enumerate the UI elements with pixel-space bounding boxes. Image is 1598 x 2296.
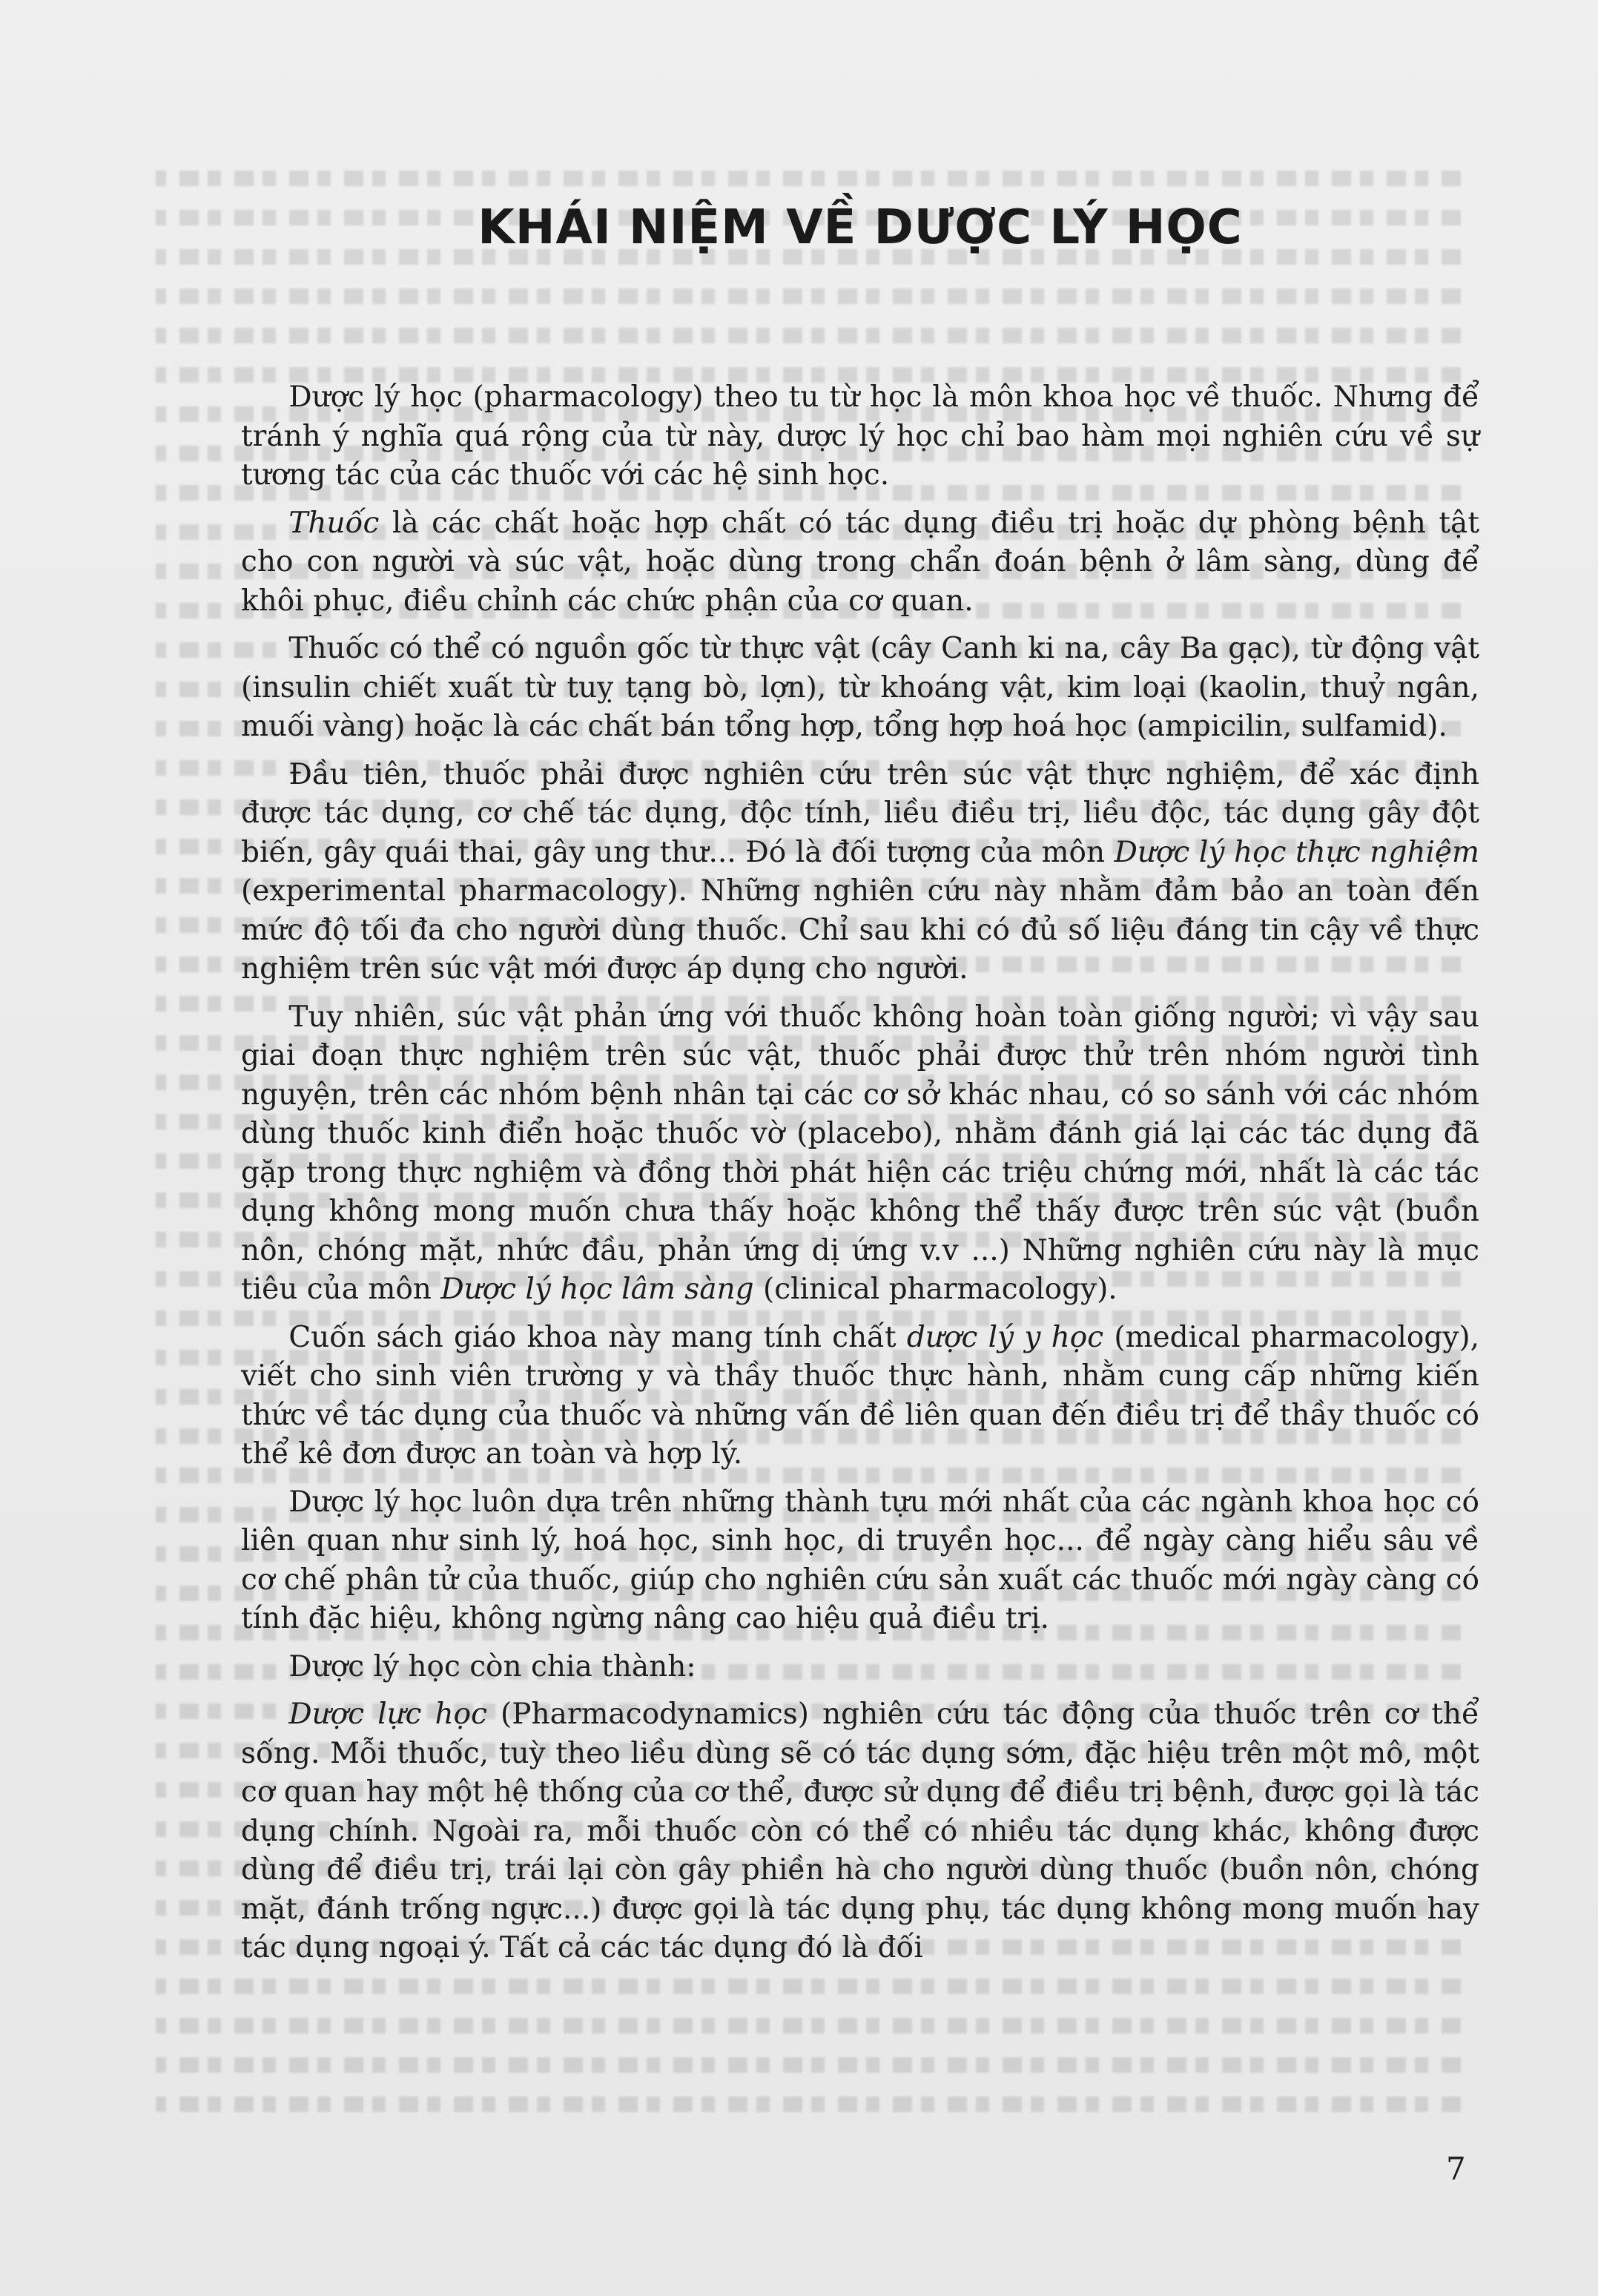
paragraph-4	[241, 756, 1479, 989]
paragraph-8	[241, 1648, 1479, 1687]
paragraph-5-text-b: (clinical pharmacology).	[753, 1273, 1117, 1306]
paragraph-2	[241, 504, 1479, 621]
paragraph-6-text-b: (medical pharmacology), viết cho sinh viên trường y và thầy thuốc thực hành, nhằm cung cấp những kiến thức về tác dụng của thuốc và những vấn đề liên quan đến điều trị để thầy thuốc có thể kê đơn được an toàn và hợp lý.	[241, 1320, 1479, 1471]
paragraph-1-text: Dược lý học (pharmacology) theo tu từ học là môn khoa học về thuốc. Nhưng để tránh ý nghĩa quá rộng của từ này, dược lý học chỉ bao hàm mọi nghiên cứu về sự tương tác của các thuốc với các hệ sinh học.	[241, 380, 1479, 492]
paragraph-8-text: Dược lý học còn chia thành:	[288, 1649, 696, 1683]
term-thuoc: Thuốc	[288, 506, 380, 540]
paragraph-3-text: Thuốc có thể có nguồn gốc từ thực vật (cây Canh ki na, cây Ba gạc), từ động vật (insulin chiết xuất từ tuỵ tạng bò, lợn), từ khoáng vật, kim loại (kaolin, thuỷ ngân, muối vàng) hoặc là các chất bán tổng hợp, tổng hợp hoá học (ampicilin, sulfamid).	[241, 632, 1479, 743]
paragraph-7-text: Dược lý học luôn dựa trên những thành tựu mới nhất của các ngành khoa học có liên quan như sinh lý, hoá học, sinh học, di truyền học... để ngày càng hiểu sâu về cơ chế phân tử của thuốc, giúp cho nghiên cứu sản xuất các thuốc mới ngày càng có tính đặc hiệu, không ngừng nâng cao hiệu quả điều trị.	[241, 1485, 1479, 1635]
paragraph-4-text-a: Đầu tiên, thuốc phải được nghiên cứu trên súc vật thực nghiệm, để xác định được tác dụng, cơ chế tác dụng, độc tính, liều điều trị, liều độc, tác dụng gây đột biến, gây quái thai, gây ung thư... Đó là đối tượng của môn	[241, 757, 1479, 869]
term-duoc-luc-hoc: Dược lực học	[288, 1698, 488, 1731]
page-title: KHÁI NIỆM VỀ DƯỢC LÝ HỌC	[478, 200, 1243, 255]
paragraph-3	[241, 630, 1479, 747]
paragraph-9	[241, 1695, 1479, 1968]
paragraph-7	[241, 1483, 1479, 1639]
paragraph-1	[241, 378, 1479, 495]
term-duoc-ly-y-hoc: dược lý y học	[906, 1320, 1104, 1354]
paragraph-2-text: là các chất hoặc hợp chất có tác dụng điều trị hoặc dự phòng bệnh tật cho con người và súc vật, hoặc dùng trong chẩn đoán bệnh ở lâm sàng, dùng để khôi phục, điều chỉnh các chức phận của cơ quan.	[241, 506, 1479, 618]
term-duoc-ly-hoc-lam-sang: Dược lý học lâm sàng	[440, 1273, 754, 1306]
paragraph-5	[241, 998, 1479, 1310]
paragraph-4-text-b: (experimental pharmacology). Những nghiên cứu này nhằm đảm bảo an toàn đến mức độ tối đa cho người dùng thuốc. Chỉ sau khi có đủ số liệu đáng tin cậy về thực nghiệm trên súc vật mới được áp dụng cho người.	[241, 874, 1479, 986]
body-text	[241, 378, 1479, 1977]
paragraph-9-text: (Pharmacodynamics) nghiên cứu tác động của thuốc trên cơ thể sống. Mỗi thuốc, tuỳ theo liều dùng sẽ có tác dụng sớm, đặc hiệu trên một mô, một cơ quan hay một hệ thống của cơ thể, được sử dụng để điều trị bệnh, được gọi là tác dụng chính. Ngoài ra, mỗi thuốc còn có thể có nhiều tác dụng khác, không được dùng để điều trị, trái lại còn gây phiền hà cho người dùng thuốc (buồn nôn, chóng mặt, đánh trống ngực...) được gọi là tác dụng phụ, tác dụng không mong muốn hay tác dụng ngoại ý. Tất cả các tác dụng đó là đối	[241, 1698, 1479, 1965]
paragraph-6	[241, 1319, 1479, 1474]
page-number: 7	[1446, 2151, 1466, 2187]
term-duoc-ly-hoc-thuc-nghiem: Dược lý học thực nghiệm	[1114, 835, 1479, 869]
paragraph-5-text-a: Tuy nhiên, súc vật phản ứng với thuốc không hoàn toàn giống người; vì vậy sau giai đoạn thực nghiệm trên súc vật, thuốc phải được thử trên nhóm người tình nguyện, trên các nhóm bệnh nhân tại các cơ sở khác nhau, có so sánh với các nhóm dùng thuốc kinh điển hoặc thuốc vờ (placebo), nhằm đánh giá lại các tác dụng đã gặp trong thực nghiệm và đồng thời phát hiện các triệu chứng mới, nhất là các tác dụng không mong muốn chưa thấy hoặc không thể thấy được trên súc vật (buồn nôn, chóng mặt, nhức đầu, phản ứng dị ứng v.v ...) Những nghiên cứu này là mục tiêu của môn	[241, 1000, 1479, 1306]
paragraph-6-text-a: Cuốn sách giáo khoa này mang tính chất	[288, 1320, 907, 1354]
